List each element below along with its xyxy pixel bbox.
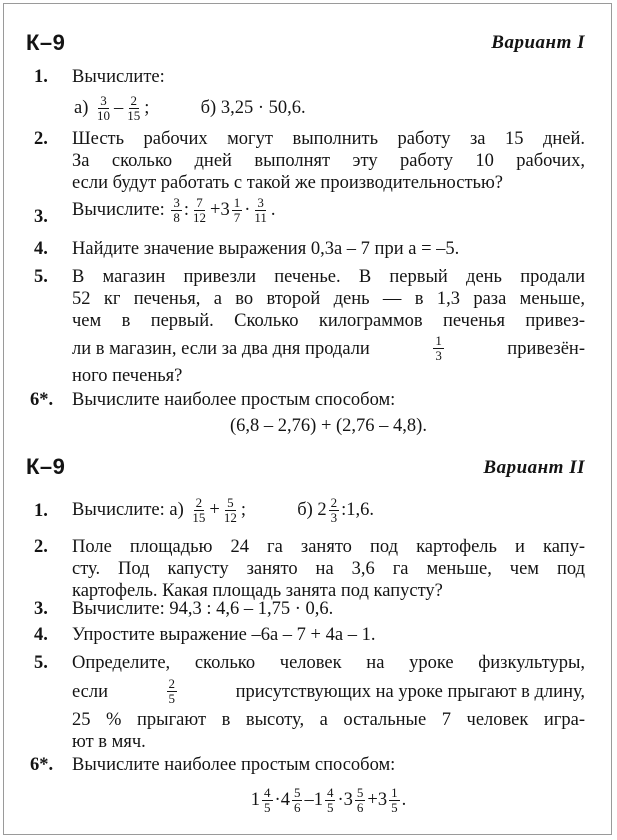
punctuation: . — [270, 199, 276, 220]
fraction: $\frac{1}{7}$ — [233, 195, 241, 225]
mixed-whole: 3 — [220, 199, 230, 220]
operator: + — [209, 499, 220, 520]
mixed-whole: 2 — [317, 499, 327, 520]
punctuation: ; — [240, 499, 246, 520]
v1-problem-2 — [34, 128, 585, 194]
text-line — [72, 334, 585, 363]
v2-problem-2 — [34, 536, 585, 602]
variant2-label: Вариант II — [483, 457, 585, 478]
v2-problem-1 — [34, 496, 585, 525]
text-line: ного печенья? — [72, 366, 183, 386]
v1-problem-5 — [34, 266, 585, 387]
v2-problem-3 — [34, 598, 585, 620]
fraction: $\frac{3}{8}$ — [173, 195, 180, 225]
v1-p1-expressions — [72, 94, 585, 123]
worksheet-page — [3, 3, 612, 835]
problem-number: 6*. — [30, 390, 54, 410]
text-line: если будут работать с такой же производительностью? — [72, 173, 504, 193]
operator: : — [183, 199, 190, 220]
text-line: Определите, сколько человек на уроке физкультуры, — [72, 653, 585, 673]
fraction: $\frac{1}{3}$ — [435, 333, 442, 363]
fraction: $\frac{3}{10}$ — [97, 93, 110, 123]
text-line: В магазин привезли печенье. В первый день продали — [72, 267, 585, 287]
problem-text: Вычислите: 94,3 : 4,6 – 1,75 · 0,6. — [72, 599, 334, 619]
v1-problem-4 — [34, 238, 585, 260]
problem-expression: (6,8 – 2,76) + (2,76 – 4,8). — [230, 416, 427, 436]
text-line — [72, 677, 585, 706]
text-line: Шесть рабочих могут выполнить работу за 15 дней. — [72, 129, 585, 149]
fraction: $\frac{2}{5}$ — [168, 676, 176, 706]
text-segment: если — [72, 681, 109, 702]
problem-number: 5. — [34, 653, 48, 673]
v2-problem-6 — [30, 754, 585, 815]
problem-expression: 1 $\frac{4}{5}$ ·4 $\frac{5}{6}$ –1 $\frac{4}{5}$ ·3 $\frac{5}{6}$ +3 $\frac{1}{5}$ . — [250, 785, 407, 815]
operator: + — [210, 199, 221, 220]
fraction: $\frac{5}{12}$ — [223, 495, 237, 525]
text-line: ют в мяч. — [72, 732, 146, 752]
problem-number: 2. — [34, 129, 48, 149]
v2-p1-expression — [72, 496, 585, 525]
v2-problem-4 — [34, 624, 585, 646]
v1-p3-expression — [72, 196, 585, 225]
fraction: $\frac{2}{3}$ — [330, 495, 338, 525]
operator: – — [114, 97, 124, 118]
punctuation: ; — [144, 97, 150, 118]
problem-number: 3. — [34, 599, 48, 619]
fraction: $\frac{2}{15}$ — [127, 93, 141, 123]
text-line: сту. Под капусту занято на 3,6 га меньше, чем под — [72, 559, 585, 579]
text-segment: привезён- — [507, 338, 585, 359]
fraction: $\frac{2}{15}$ — [192, 495, 206, 525]
part-b-label: б) — [200, 97, 217, 118]
fraction: $\frac{3}{11}$ — [254, 195, 267, 225]
operator: · — [244, 199, 251, 220]
part-b-label: б) — [297, 499, 313, 520]
variant1-title: К–9 — [26, 30, 66, 55]
problem-text: Найдите значение выражения 0,3a – 7 при a = –5. — [72, 239, 460, 259]
problem-text: Вычислите: — [72, 499, 165, 520]
text-segment: присутствующих на уроке прыгают в длину, — [235, 681, 585, 702]
problem-number: 3. — [34, 207, 48, 227]
v1-problem-6 — [30, 389, 585, 437]
text-line: 25 % прыгают в высоту, а остальные 7 человек игра- — [72, 710, 585, 730]
text-line: картофель. Какая площадь занята под капусту? — [72, 581, 443, 601]
text-line: чем в первый. Сколько килограммов печенья привез- — [72, 311, 585, 331]
problem-text: Вычислите: — [72, 67, 165, 87]
problem-number: 6*. — [30, 755, 54, 775]
problem-text: Вычислите наиболее простым способом: — [72, 755, 396, 775]
part-b-expression: :1,6. — [341, 499, 375, 520]
text-segment: ли в магазин, если за два дня продали — [72, 338, 370, 359]
fraction: $\frac{7}{12}$ — [193, 195, 207, 225]
variant1-label: Вариант I — [491, 32, 585, 53]
problem-text: Вычислите: — [72, 199, 165, 220]
problem-text: Вычислите наиболее простым способом: — [72, 390, 396, 410]
part-a-label: а) — [74, 97, 89, 118]
v2-problem-5 — [34, 652, 585, 753]
variant2-title: К–9 — [26, 454, 66, 479]
problem-number: 2. — [34, 537, 48, 557]
part-a-label: а) — [169, 499, 184, 520]
v1-problem-1 — [34, 66, 585, 123]
part-b-expression: 3,25 · 50,6. — [220, 97, 306, 118]
problem-number: 1. — [34, 501, 48, 521]
problem-number: 5. — [34, 267, 48, 287]
problem-number: 1. — [34, 67, 48, 87]
text-line: За сколько дней выполнят эту работу 10 рабочих, — [72, 151, 585, 171]
problem-number: 4. — [34, 239, 48, 259]
problem-number: 4. — [34, 625, 48, 645]
text-line: 52 кг печенья, а во второй день — в 1,3 раза меньше, — [72, 289, 585, 309]
text-line: Поле площадью 24 га занято под картофель и капу- — [72, 537, 585, 557]
problem-text: Упростите выражение –6a – 7 + 4a – 1. — [72, 625, 376, 645]
v1-problem-3 — [34, 196, 585, 225]
